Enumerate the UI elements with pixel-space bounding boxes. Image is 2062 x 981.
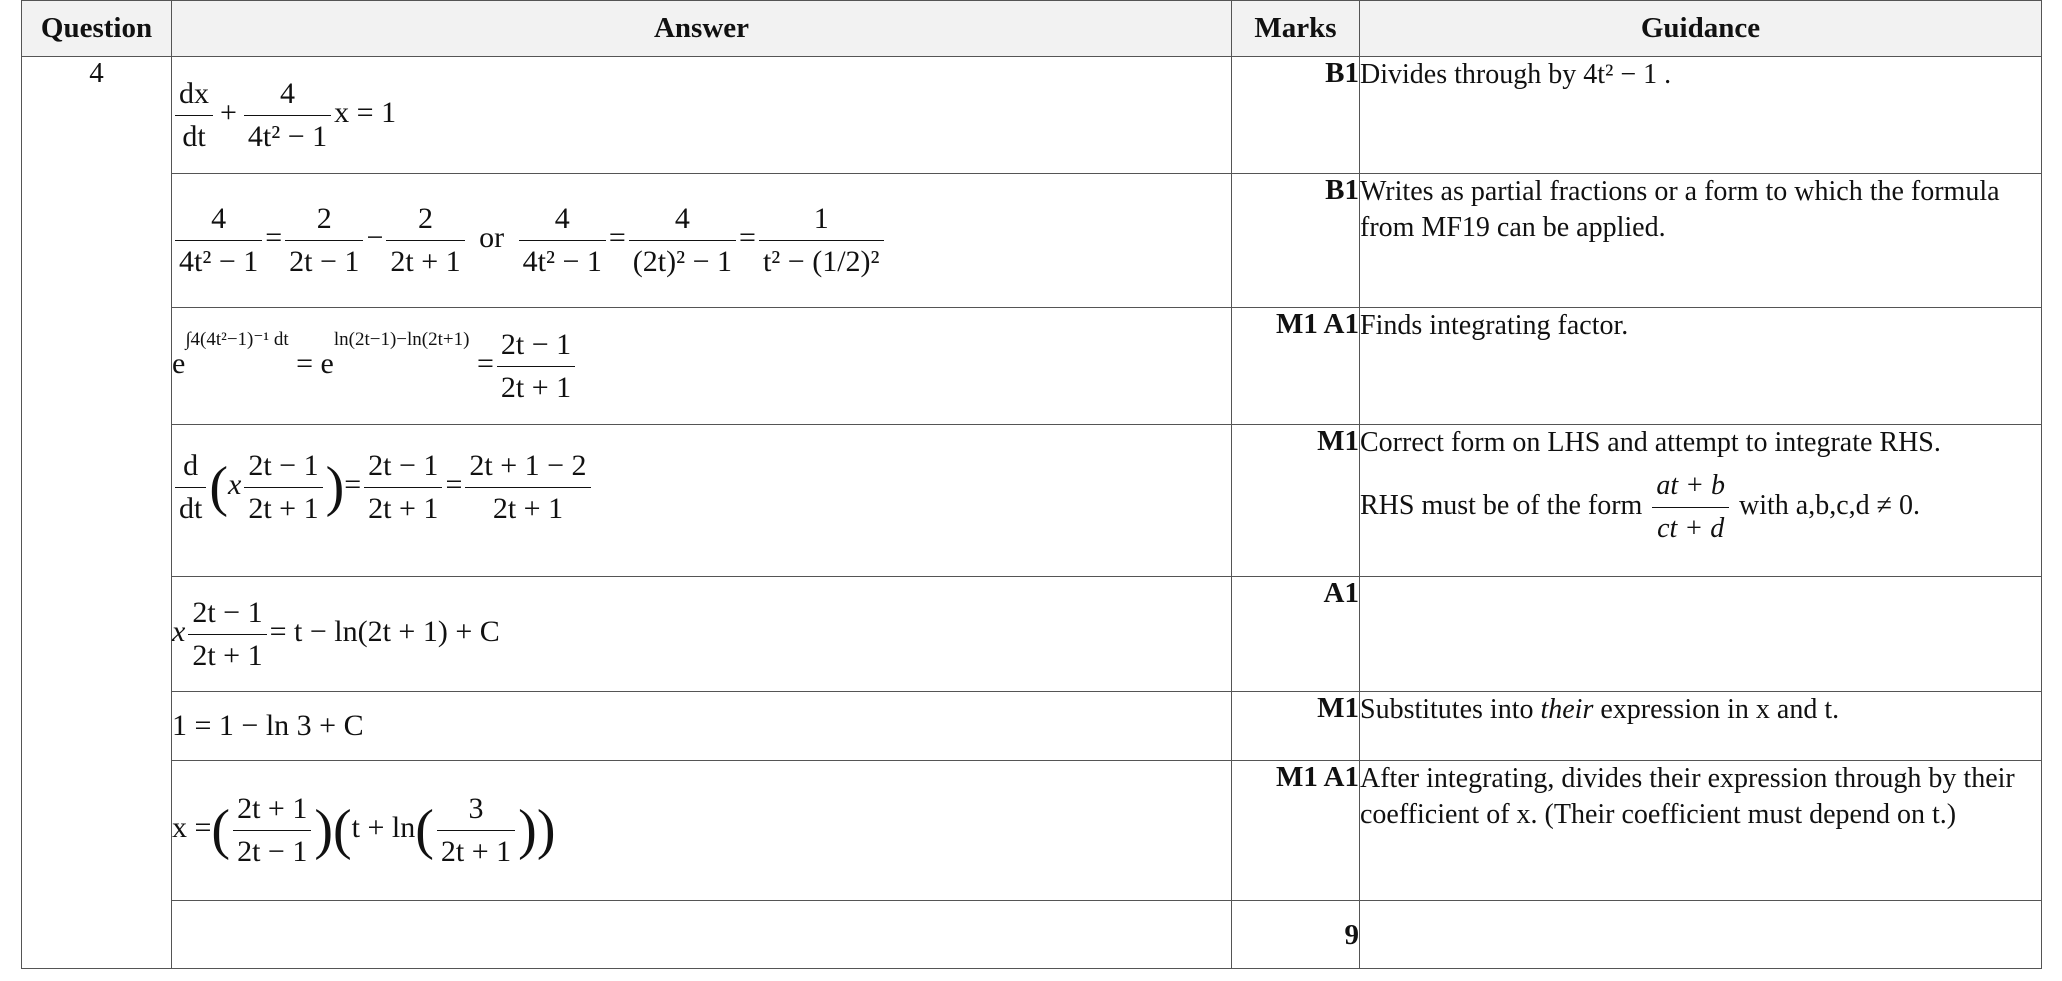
answer-cell: $\frac{dx}{dt}$ + $\frac{4}{\text{4t² − 1}}$ x = 1: [172, 57, 1232, 174]
mark-cell: M1: [1232, 692, 1360, 761]
answer-cell: 1 = 1 − ln 3 + C: [172, 692, 1232, 761]
answer-cell: x $\frac{2t - 1}{2t + 1}$ = t − ln(2t + 1) + C: [172, 577, 1232, 692]
mark-cell: M1 A1: [1232, 761, 1360, 901]
mark-scheme-table: [21, 0, 2042, 969]
table-row: [22, 57, 2042, 174]
guidance-cell: Writes as partial fractions or a form to which the formula from MF19 can be applied.: [1360, 174, 2042, 308]
table-row-total: [22, 901, 2042, 969]
mark-cell: A1: [1232, 577, 1360, 692]
answer-cell: $\frac{4}{\text{4t² − 1}}$ = $\frac{2}{2t - 1}$ − $\frac{2}{2t + 1}$ or $\frac{4}{\text{4t² − 1}}$ = $\frac{4}{\text{(2t)² − 1}}$ = $\frac{1}{\text{t² − (1/2)²}}$: [172, 174, 1232, 308]
table-row: [22, 692, 2042, 761]
guidance-cell: [1360, 577, 2042, 692]
mark-cell: M1 A1: [1232, 308, 1360, 425]
guidance-cell: Finds integrating factor.: [1360, 308, 2042, 425]
guidance-cell: [1360, 901, 2042, 969]
guidance-cell: Substitutes into their expression in x and t.: [1360, 692, 2042, 761]
mark-cell: M1: [1232, 425, 1360, 577]
header-guidance: Guidance: [1360, 1, 2042, 57]
header-marks: Marks: [1232, 1, 1360, 57]
table-row: [22, 174, 2042, 308]
table-row: [22, 577, 2042, 692]
mark-cell: B1: [1232, 174, 1360, 308]
answer-cell: x =( $\frac{2t + 1}{2t - 1}$ )(t + ln( $\frac{3}{2t + 1}$ )): [172, 761, 1232, 901]
table-row: [22, 425, 2042, 577]
header-row: [22, 1, 2042, 57]
table-row: [22, 308, 2042, 425]
header-answer: Answer: [172, 1, 1232, 57]
answer-cell: $e^{\int 4(4t^2-1)^{-1} dt} = e^{ln(2t-1)-ln(2t+1)}$ = $\frac{2t - 1}{2t + 1}$: [172, 308, 1232, 425]
total-marks: 9: [1232, 901, 1360, 969]
guidance-cell: After integrating, divides their expression through by their coefficient of x. (Their coefficient must depend on t.): [1360, 761, 2042, 901]
answer-cell: [172, 901, 1232, 969]
header-question: Question: [22, 1, 172, 57]
answer-cell: $\frac{d}{dt}$ (x $\frac{2t - 1}{2t + 1}$ )= $\frac{2t - 1}{2t + 1}$ = $\frac{2t + 1 - 2}{2t + 1}$: [172, 425, 1232, 577]
question-number: 4: [22, 57, 172, 969]
table-row: [22, 761, 2042, 901]
mark-cell: B1: [1232, 57, 1360, 174]
guidance-cell: Correct form on LHS and attempt to integrate RHS. RHS must be of the form $\frac{at + b}{ct + d}$ with a,b,c,d ≠ 0.: [1360, 425, 2042, 577]
guidance-cell: Divides through by 4t² − 1 .: [1360, 57, 2042, 174]
